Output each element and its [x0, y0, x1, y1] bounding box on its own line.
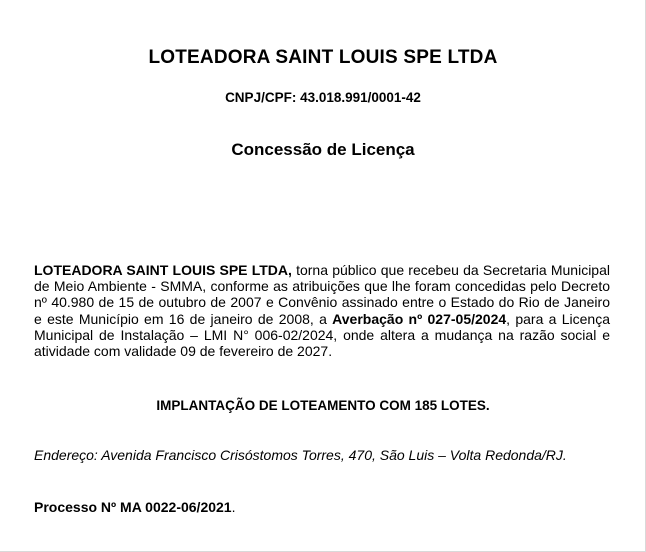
notice-title: Concessão de Licença: [231, 140, 415, 159]
process-line: [34, 499, 624, 515]
implantation-line: IMPLANTAÇÃO DE LOTEAMENTO COM 185 LOTES.: [156, 398, 490, 413]
cnpj-line: CNPJ/CPF: 43.018.991/0001-42: [225, 90, 421, 105]
body-text-part-2: , para a Licença Municipal de Instalação – LMI N° 006-02/2024, onde altera a mudança na razão social e atividade com validade 09 de fevereiro de 2027.: [34, 310, 610, 360]
company-lead: LOTEADORA SAINT LOUIS SPE LTDA,: [34, 262, 292, 278]
body-text-part-1: torna público que recebeu da Secretaria Municipal de Meio Ambiente - SMMA, conforme as atribuições que lhe foram concedidas pelo Decreto nº 40.980 de 15 de outubro de 2007 e Convênio assinado entre o Estado do Rio de Janeiro e este Município em 16 de janeiro de 2008, a: [34, 262, 610, 327]
process-number: Processo Nº MA 0022-06/2021: [34, 499, 232, 515]
process-suffix: .: [231, 499, 236, 515]
notice-body: [34, 262, 610, 359]
averbacao-number: Averbação nº 027-05/2024: [332, 310, 507, 327]
company-title: LOTEADORA SAINT LOUIS SPE LTDA: [148, 47, 498, 68]
address-line: Endereço: Avenida Francisco Crisóstomos Torres, 470, São Luis – Volta Redonda/RJ.: [34, 447, 567, 463]
